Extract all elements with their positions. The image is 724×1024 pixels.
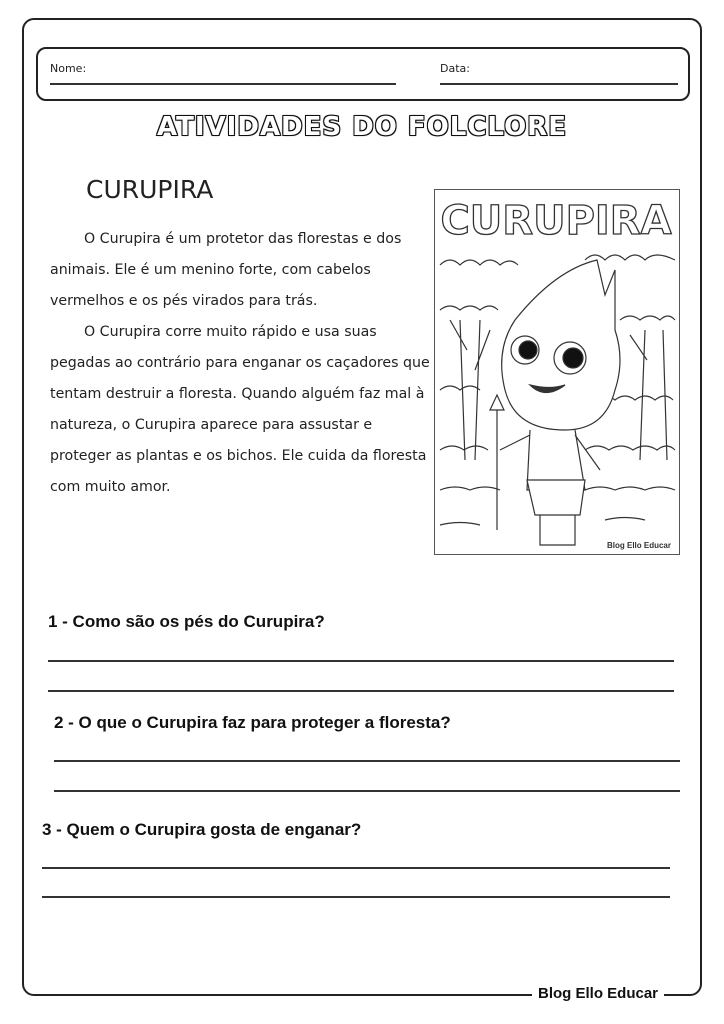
answer-line[interactable] <box>54 760 680 762</box>
story-paragraph: O Curupira é um protetor das florestas e dos animais. Ele é um menino forte, com cabelos vermelhos e os pés virados para trás. <box>50 231 402 309</box>
date-field[interactable] <box>440 83 678 85</box>
name-label: Nome: <box>50 62 87 75</box>
curupira-drawing-icon <box>435 190 678 553</box>
curupira-illustration <box>434 189 680 555</box>
story-paragraph: O Curupira corre muito rápido e usa suas pegadas ao contrário para enganar os caçadores que tentam destruir a floresta. Quando alguém faz mal à natureza, o Curupira aparece para assustar e proteger as plantas e os bichos. Ele cuida da floresta com muito amor. <box>50 324 430 495</box>
answer-line[interactable] <box>42 867 670 869</box>
student-info-box <box>36 47 690 101</box>
question-1: 1 - Como são os pés do Curupira? <box>48 612 325 631</box>
question-3: 3 - Quem o Curupira gosta de enganar? <box>42 820 362 839</box>
name-field[interactable] <box>50 83 396 85</box>
date-label: Data: <box>440 62 470 75</box>
page-title: ATIVIDADES DO FOLCLORE <box>157 112 567 142</box>
footer-credit: Blog Ello Educar <box>532 985 664 1002</box>
illustration-credit: Blog Ello Educar <box>606 541 671 550</box>
illustration-title: CURUPIRA <box>440 198 672 244</box>
story-text <box>50 224 435 503</box>
answer-line[interactable] <box>42 896 670 898</box>
answer-line[interactable] <box>48 690 674 692</box>
answer-line[interactable] <box>48 660 674 662</box>
question-2: 2 - O que o Curupira faz para proteger a floresta? <box>54 713 451 732</box>
answer-line[interactable] <box>54 790 680 792</box>
story-title: CURUPIRA <box>86 175 214 204</box>
